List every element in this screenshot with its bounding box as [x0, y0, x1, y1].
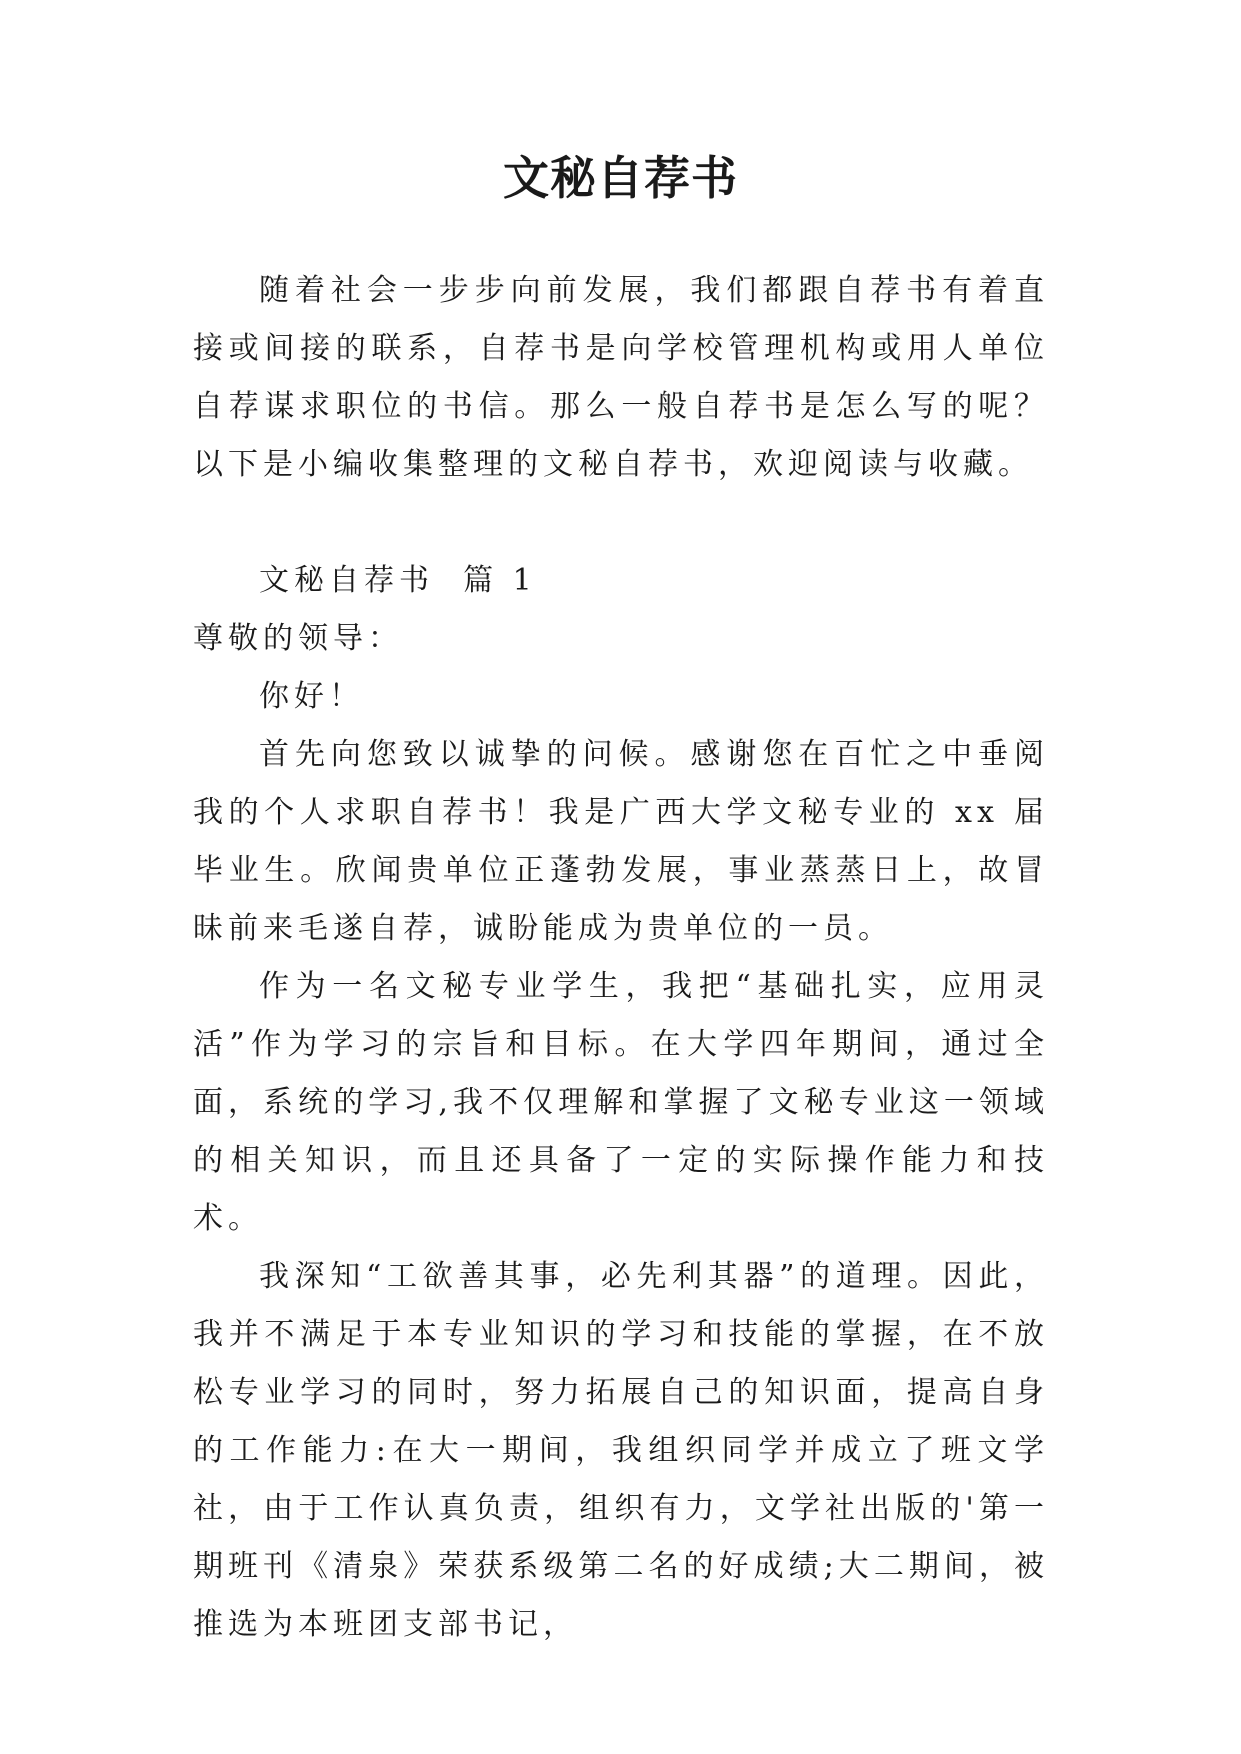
- salutation: 尊敬的领导：: [193, 621, 403, 656]
- section-heading: 文秘自荐书 篇 1: [259, 563, 537, 598]
- body-paragraph: 作为一名文秘专业学生，我把“基础扎实，应用灵活”作为学习的宗旨和目标。在大学四年期间，通过全面，系统的学习,我不仅理解和掌握了文秘专业这一领域的相关知识，而且还具备了一定的实际操作能力和技术。: [193, 969, 1049, 1236]
- document-body: [193, 262, 1049, 1654]
- document-title: 文秘自荐书: [503, 151, 738, 205]
- greeting: 你好！: [259, 679, 364, 714]
- paragraph-spacer: [193, 494, 1049, 552]
- body-paragraph: 首先向您致以诚挚的问候。感谢您在百忙之中垂阅我的个人求职自荐书！我是广西大学文秘专业的 xx 届毕业生。欣闻贵单位正蓬勃发展，事业蒸蒸日上，故冒昧前来毛遂自荐，诚盼能成为贵单位的一员。: [193, 737, 1049, 946]
- intro-paragraph: 随着社会一步步向前发展，我们都跟自荐书有着直接或间接的联系，自荐书是向学校管理机构或用人单位自荐谋求职位的书信。那么一般自荐书是怎么写的呢？以下是小编收集整理的文秘自荐书，欢迎阅读与收藏。: [193, 273, 1049, 482]
- body-paragraph: 我深知“工欲善其事，必先利其器”的道理。因此，我并不满足于本专业知识的学习和技能的掌握，在不放松专业学习的同时，努力拓展自己的知识面，提高自身的工作能力:在大一期间，我组织同学并成立了班文学社，由于工作认真负责，组织有力，文学社出版的'第一期班刊《清泉》荣获系级第二名的好成绩;大二期间，被推选为本班团支部书记，: [193, 1259, 1049, 1642]
